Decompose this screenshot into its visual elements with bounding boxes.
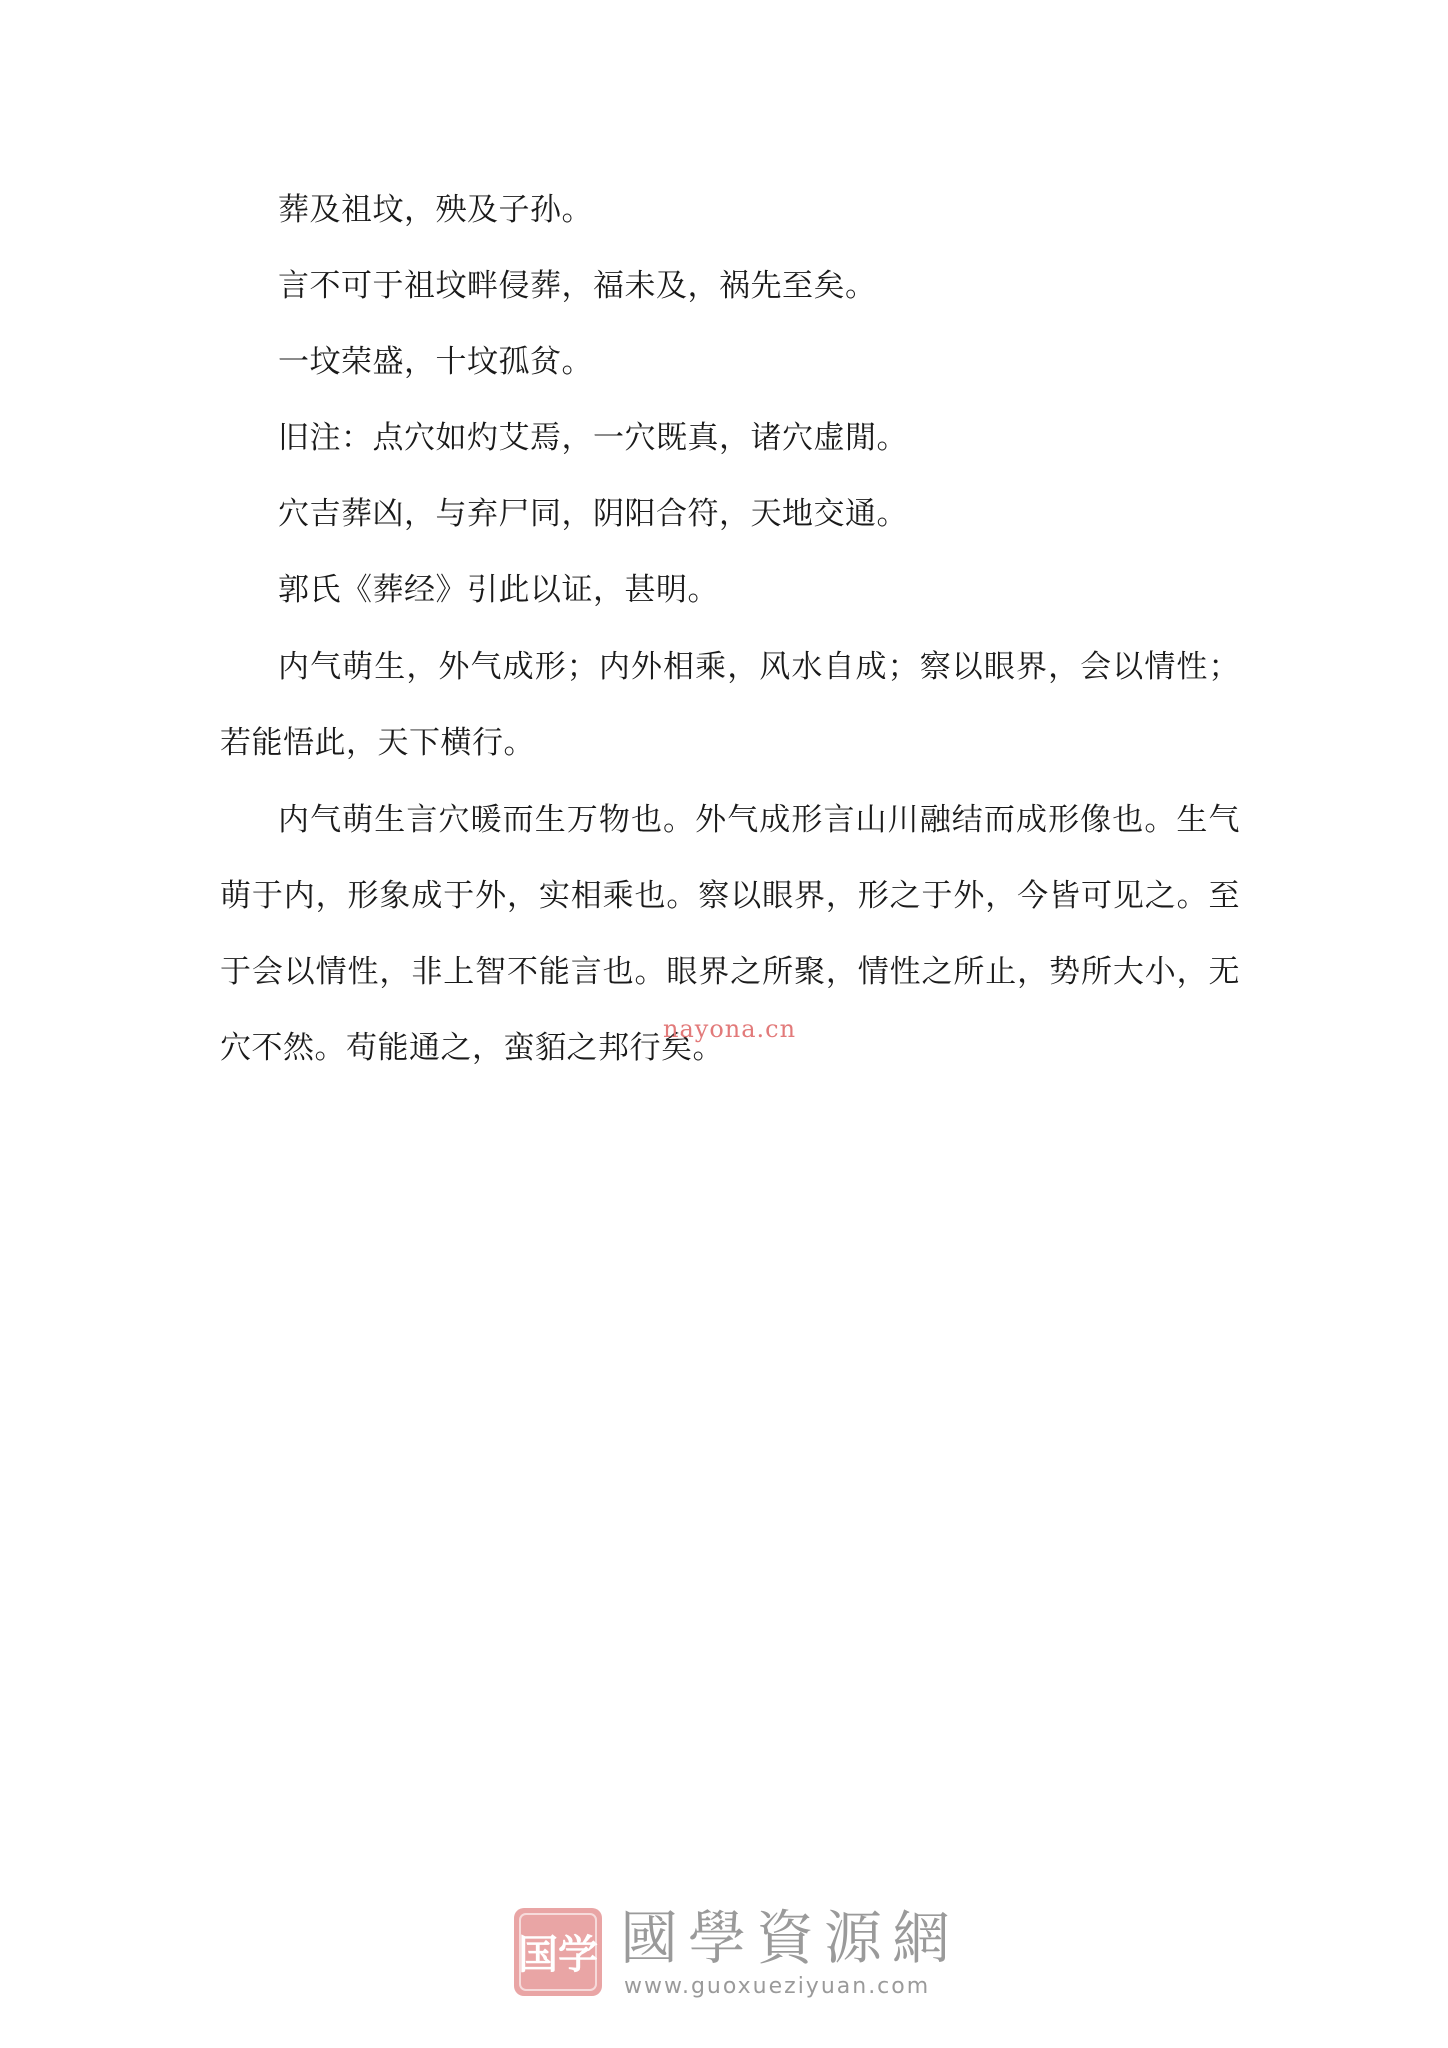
footer-logo: [512, 1904, 961, 2006]
svg-text:国学: 国学: [518, 1931, 598, 1978]
paragraph-4: 旧注：点穴如灼艾焉，一穴既真，诸穴虚閒。: [278, 420, 908, 456]
paragraph-5: 穴吉葬凶，与弃尸同，阴阳合符，天地交通。: [278, 496, 908, 532]
paragraph-1: 葬及祖坟，殃及子孙。: [278, 192, 593, 228]
paragraph-7: 内气萌生，外气成形；内外相乘，风水自成；察以眼界，会以情性；若能悟此，天下横行。: [220, 649, 1240, 761]
document-body: [220, 188, 1240, 1102]
paragraph-6: 郭氏《葬经》引此以证，甚明。: [278, 572, 719, 608]
brand-url: www.guoxueziyuan.com: [624, 1974, 931, 1999]
seal-icon: [512, 1906, 604, 1998]
paragraph-2: 言不可于祖坟畔侵葬，福未及，祸先至矣。: [278, 268, 877, 304]
watermark-text: nayona.cn: [663, 1015, 797, 1043]
paragraph-8: 内气萌生言穴暖而生万物也。外气成形言山川融结而成形像也。生气萌于内，形象成于外，实相乘也。察以眼界，形之于外，今皆可见之。至于会以情性，非上智不能言也。眼界之所聚，情性之所止，势所大小，无穴不然。苟能通之，蛮貊之邦行矣。: [220, 802, 1240, 1066]
paragraph-3: 一坟荣盛，十坟孤贫。: [278, 344, 593, 380]
brand-name: 國學資源網: [620, 1904, 961, 1972]
